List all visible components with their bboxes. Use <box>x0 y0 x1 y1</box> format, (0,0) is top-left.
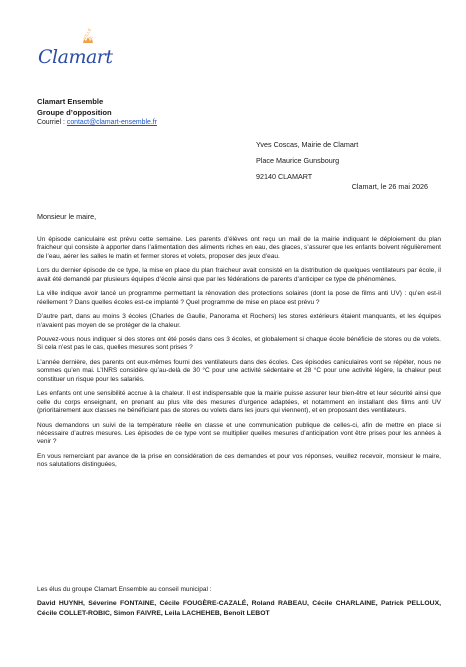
paragraph: Lors du dernier épisode de ce type, la mise en place du plan fraicheur avait consisté en la distribution de quelques ventilateurs par école, il avait été demandé par plusieurs équipes d’école ainsi que par les fédérations de parents d’anticiper ce type de phénomènes. <box>37 267 441 283</box>
recipient-block <box>256 137 358 185</box>
paragraph: En vous remerciant par avance de la prise en considération de ces demandes et pour vos réponses, veuillez recevoir, monsieur le maire, nos salutations distinguées, <box>37 452 441 469</box>
logo-small-text: VILLE DE <box>82 27 94 43</box>
sender-email-line <box>37 118 157 129</box>
recipient-city: 92140 CLAMART <box>256 172 313 181</box>
letter-body <box>37 236 441 476</box>
clamart-logo <box>38 27 113 86</box>
paragraph: D’autre part, dans au moins 3 écoles (Charles de Gaulle, Panorama et Rochers) les stores extérieurs étaient manquants, et les équipes n’avaient pas moyen de se protéger de la chaleur. <box>37 313 441 329</box>
letter-date: Clamart, le 26 mai 2026 <box>351 182 428 191</box>
greeting: Monsieur le maire, <box>37 212 97 221</box>
email-label: Courriel : <box>37 119 67 127</box>
signature-intro: Les élus du groupe Clamart Ensemble au conseil municipal : <box>37 586 212 593</box>
logo-name: Clamart <box>38 46 113 68</box>
paragraph: La ville indique avoir lancé un programme permettant la rénovation des protections solaires (dont la pose de films anti UV) : qu’en est-il réellement ? Dans quelles écoles est-ce implanté ? Quel programme de mise en place est prévu ? <box>37 290 441 306</box>
recipient-street: Place Maurice Gunsbourg <box>256 156 340 165</box>
sender-group: Groupe d’opposition <box>37 107 112 117</box>
paragraph: L’année dernière, des parents ont eux-mêmes fourni des ventilateurs dans des écoles. Ces épisodes caniculaires vont se répéter, nous ne sommes qu’en mai. L’INRS considère qu’au-delà de 30 °C pour une activité sédentaire et 28 °C pour une activité légère, la chaleur peut constituer un risque pour les salariés. <box>37 358 441 383</box>
sender-block <box>37 97 157 129</box>
paragraph: Pouvez-vous nous indiquer si des stores ont été posés dans ces 3 écoles, et globalement si chaque école bénéficie de stores ou de volets. Si cela n’est pas le cas, quelles mesures sont prises ? <box>37 336 441 352</box>
paragraph: Nous demandons un suivi de la température réelle en classe et une communication publique de celles-ci, afin de mettre en place si nécessaire d’autres mesures. Les épisodes de ce type vont se multiplier quelles mesures d’anticipation vont être prises pour les années à venir ? <box>37 421 441 446</box>
paragraph: Les enfants ont une sensibilité accrue à la chaleur. Il est indispensable que la mairie puisse assurer leur bien-être et leur sécurité ainsi que celle du corps enseignant, en prenant au plus vite des mesures d’urgence adaptées, et notamment en installant des films anti UV (prioritairement aux classes ne bénéficiant pas de stores ou volets dans les jours qui viennent), et en proposant des ventilateurs. <box>37 390 441 415</box>
paragraph: Un épisode caniculaire est prévu cette semaine. Les parents d’élèves ont reçu un mail de la mairie indiquant le déploiement du plan fraicheur qui consiste à apporter dans l’alimentation des aliments riches en eau, des glaces, s’assurer que les enfants boivent régulièrement de l’eau, aérer les salles le matin et fermer stores et volets, proposer des jeux d’eau. <box>37 236 441 260</box>
recipient-name: Yves Coscas, Mairie de Clamart <box>256 140 359 149</box>
sender-org: Clamart Ensemble <box>37 97 104 106</box>
email-link[interactable]: contact@clamart-ensemble.fr <box>66 119 157 127</box>
signatories: David HUYNH, Séverine FONTAINE, Cécile FOUGÈRE-CAZALÉ, Roland RABEAU, Cécile CHARLAINE, Patrick PELLOUX, Cécile COLLET-ROBIC, Simon FAIVRE, Leila LACHEHEB, Benoît LEBOT <box>37 600 441 618</box>
